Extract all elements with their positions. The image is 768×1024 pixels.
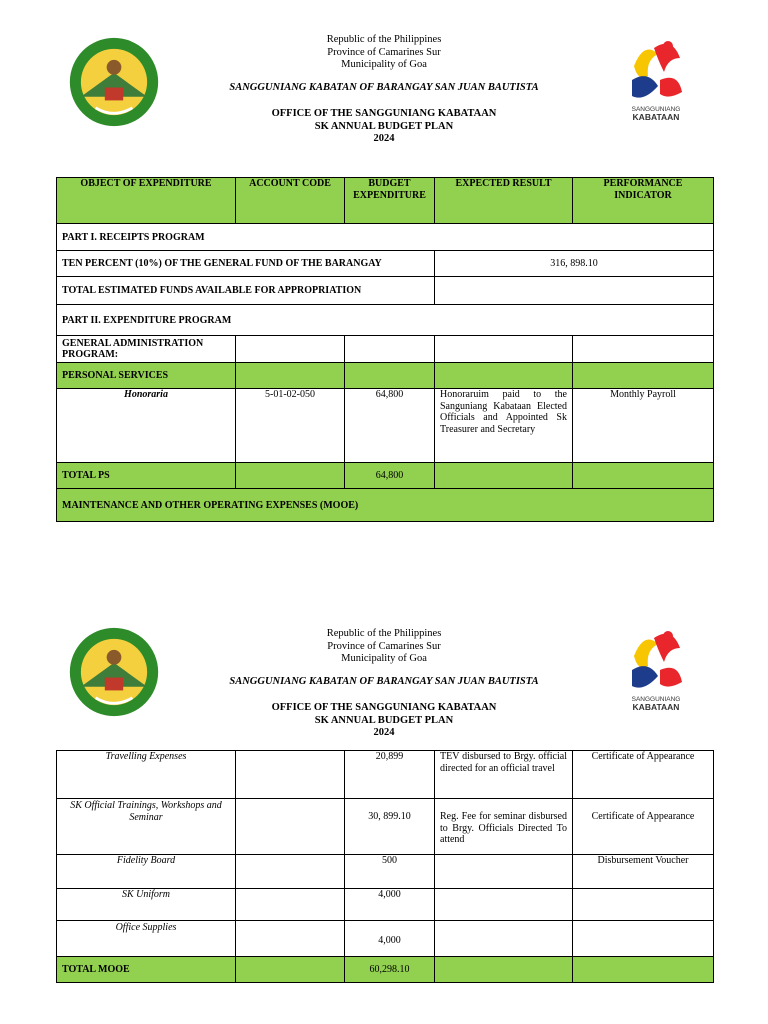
plan-title: SK ANNUAL BUDGET PLAN <box>314 120 454 132</box>
row-object: SK Official Trainings, Workshops and Seminar <box>57 799 236 855</box>
document-header <box>0 628 768 740</box>
mooe-label: MAINTENANCE AND OTHER OPERATING EXPENSES (MOOE) <box>57 489 714 522</box>
plan-title: SK ANNUAL BUDGET PLAN <box>314 714 454 726</box>
row-amount: 500 <box>345 855 435 889</box>
sk-name-text: SANGGUNIANG KABATAN OF BARANGAY SAN JUAN BAUTISTA <box>229 81 539 93</box>
budget-table-part2 <box>56 750 714 983</box>
table-row <box>57 921 714 957</box>
total-mooe-label: TOTAL MOOE <box>57 957 236 983</box>
table-row <box>57 751 714 799</box>
table-row <box>57 224 714 251</box>
row-result: Reg. Fee for seminar disbursed to Brgy. Officials Directed To attend <box>435 799 573 855</box>
budget-table-part1 <box>56 177 714 522</box>
svg-text:KABATAAN: KABATAAN <box>632 702 680 712</box>
row-amount: 30, 899.10 <box>345 799 435 855</box>
total-ps-value: 64,800 <box>345 463 435 489</box>
total-mooe-value: 60,298.10 <box>345 957 435 983</box>
col-header-account-code: ACCOUNT CODE <box>236 178 345 224</box>
table-header-row <box>57 178 714 224</box>
col-header-object: OBJECT OF EXPENDITURE <box>57 178 236 224</box>
row-object: SK Uniform <box>57 889 236 921</box>
table-row <box>57 489 714 522</box>
row-amount: 4,000 <box>345 889 435 921</box>
table-row <box>57 336 714 363</box>
row-indicator: Certificate of Appearance <box>573 751 714 799</box>
ten-percent-label: TEN PERCENT (10%) OF THE GENERAL FUND OF THE BARANGAY <box>57 251 435 277</box>
row-object: Fidelity Board <box>57 855 236 889</box>
total-estimated-value <box>435 277 714 305</box>
honoraria-result: Honoraruim paid to the Sanguniang Kabataan Elected Officials and Appointed Sk Treasurer and Secretary <box>435 389 573 463</box>
office-title: OFFICE OF THE SANGGUNIANG KABATAAN <box>271 108 497 119</box>
row-indicator: Certificate of Appearance <box>573 799 714 855</box>
table-row <box>57 799 714 855</box>
col-header-expected-result: EXPECTED RESULT <box>435 178 573 224</box>
table-row <box>57 389 714 463</box>
svg-text:KABATAAN: KABATAAN <box>632 112 680 122</box>
table-row <box>57 305 714 336</box>
total-ps-label: TOTAL PS <box>57 463 236 489</box>
year-text: 2024 <box>373 133 395 144</box>
province-text: Province of Camarines Sur <box>327 46 441 58</box>
sk-name-text: SANGGUNIANG KABATAN OF BARANGAY SAN JUAN BAUTISTA <box>229 675 539 687</box>
row-result: TEV disbursed to Brgy. official directed for an official travel <box>435 751 573 799</box>
table-row <box>57 463 714 489</box>
document-header <box>0 34 768 146</box>
ten-percent-value: 316, 898.10 <box>435 251 714 277</box>
honoraria-amount: 64,800 <box>345 389 435 463</box>
part1-label: PART I. RECEIPTS PROGRAM <box>57 224 714 251</box>
table-row <box>57 855 714 889</box>
table-row <box>57 957 714 983</box>
svg-text:SANGGUNIANG: SANGGUNIANG <box>631 696 681 703</box>
row-amount: 4,000 <box>345 921 435 957</box>
table-row <box>57 251 714 277</box>
table-row <box>57 889 714 921</box>
table-row <box>57 363 714 389</box>
office-title: OFFICE OF THE SANGGUNIANG KABATAAN <box>271 702 497 713</box>
municipality-text: Municipality of Goa <box>341 653 427 664</box>
municipality-text: Municipality of Goa <box>341 59 427 70</box>
col-header-budget: BUDGET EXPENDITURE <box>345 178 435 224</box>
honoraria-object: Honoraria <box>57 389 236 463</box>
province-text: Province of Camarines Sur <box>327 640 441 652</box>
row-amount: 20,899 <box>345 751 435 799</box>
row-object: Office Supplies <box>57 921 236 957</box>
row-object: Travelling Expenses <box>57 751 236 799</box>
honoraria-code: 5-01-02-050 <box>236 389 345 463</box>
year-text: 2024 <box>373 727 395 738</box>
honoraria-indicator: Monthly Payroll <box>573 389 714 463</box>
country-text: Republic of the Philippines <box>326 628 442 639</box>
table-row <box>57 277 714 305</box>
gen-admin-label: GENERAL ADMINISTRATION PROGRAM: <box>57 336 236 363</box>
country-text: Republic of the Philippines <box>326 34 442 45</box>
svg-text:SANGGUNIANG: SANGGUNIANG <box>631 106 681 113</box>
personal-services-label: PERSONAL SERVICES <box>57 363 236 389</box>
total-estimated-label: TOTAL ESTIMATED FUNDS AVAILABLE FOR APPROPRIATION <box>57 277 435 305</box>
part2-label: PART II. EXPENDITURE PROGRAM <box>57 305 714 336</box>
row-indicator: Disbursement Voucher <box>573 855 714 889</box>
col-header-performance: PERFORMANCE INDICATOR <box>573 178 714 224</box>
